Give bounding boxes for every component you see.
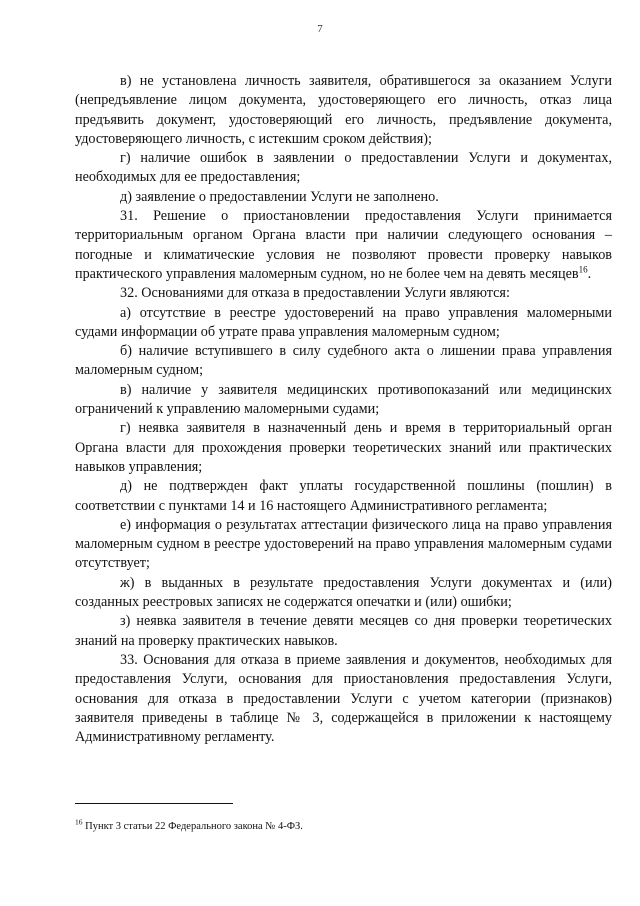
paragraph-zh-documents: ж) в выданных в результате предоставления Услуги документах и (или) созданных реестровых записях не содержатся опечатки и (или) ошибки; (75, 574, 612, 611)
footnote-number: 16 (75, 817, 83, 827)
paragraph-d-not-filled: д) заявление о предоставлении Услуги не заполнено. (120, 188, 439, 205)
footnote-divider (75, 803, 233, 804)
paragraph-32-refusal-grounds: 32. Основаниями для отказа в предоставлении Услуги являются: (120, 285, 510, 302)
paragraph-33-table-reference: 33. Основания для отказа в приеме заявления и документов, необходимых для предоставления Услуги, основания для приостановления предоставления Услуги, основания для отказа в предоставлении Услуги с учетом категории (признаков) заявителя приведены в таблице № 3, содержащейся в приложении к настоящему Административному регламенту. (75, 651, 612, 746)
paragraph-g-no-show: г) неявка заявителя в назначенный день и время в территориальный орган Органа власти для прохождения проверки теоретических знаний или практических навыков управления; (75, 420, 612, 475)
footnote-text: Пункт 3 статьи 22 Федерального закона № 4-ФЗ. (82, 821, 303, 832)
paragraph-31-suspension (75, 207, 612, 284)
paragraph-31-text: 31. Решение о приостановлении предоставления Услуги принимается территориальным органом Органа власти при наличии следующего основания – погодные и климатические условия не позволяют провести проверку навыков практического управления маломерным судном, но не более чем на девять месяцев (75, 208, 612, 282)
body-text (75, 72, 612, 747)
footnote-reference: 16 (578, 264, 588, 275)
paragraph-a-registry: а) отсутствие в реестре удостоверений на право управления маломерными судами информации об утрате права управления маломерным судном; (75, 304, 612, 340)
paragraph-v-identity: в) не установлена личность заявителя, обратившегося за оказанием Услуги (непредъявление лицом документа, удостоверяющего его личность, отказ лица предъявить документ, удостоверяющий его личность, предъявление документа, удостоверяющего личность, с истекшим сроком действия); (75, 73, 612, 147)
paragraph-v-medical: в) наличие у заявителя медицинских противопоказаний или медицинских ограничений к управлению маломерными судами; (75, 381, 612, 418)
paragraph-b-court-act: б) наличие вступившего в силу судебного акта о лишении права управления маломерным судном; (75, 343, 612, 379)
paragraph-d-fee: д) не подтвержден факт уплаты государственной пошлины (пошлин) в соответствии с пунктами 14 и 16 настоящего Административного регламента; (75, 478, 612, 514)
page-number: 7 (317, 23, 323, 35)
paragraph-z-nine-months: з) неявка заявителя в течение девяти месяцев со дня проверки теоретических знаний на проверку практических навыков. (75, 613, 612, 649)
footnote (75, 817, 612, 834)
paragraph-31-end: . (587, 265, 592, 282)
paragraph-e-attestation: е) информация о результатах аттестации физического лица на право управления маломерным судном в реестре удостоверений на право управления маломерным судами отсутствует; (75, 516, 612, 572)
paragraph-g-errors: г) наличие ошибок в заявлении о предоставлении Услуги и документах, необходимых для ее предоставления; (75, 150, 612, 186)
